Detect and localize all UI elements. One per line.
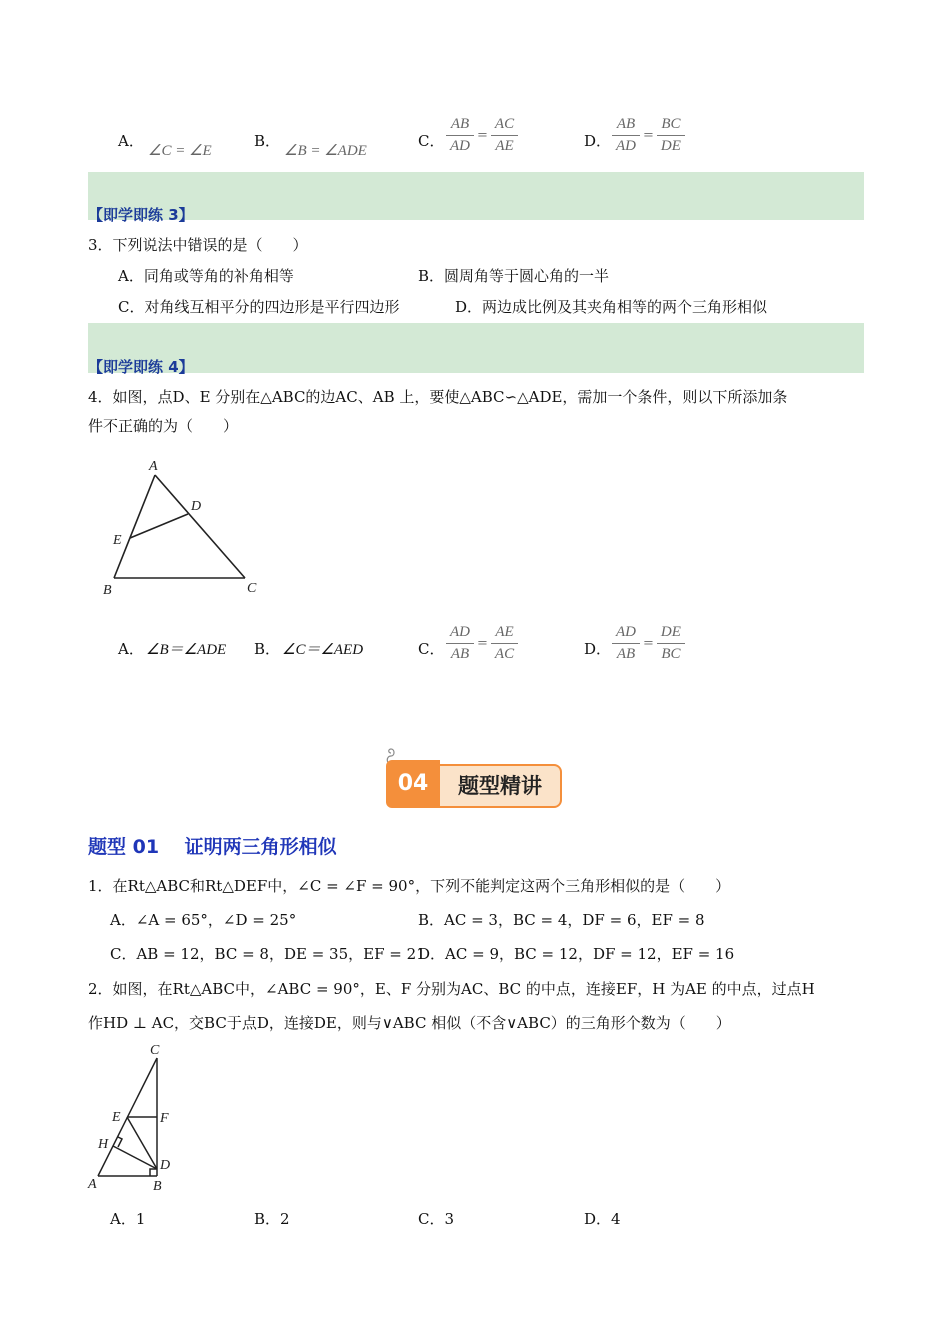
label-c: C: [247, 581, 257, 596]
exercise-4-option-a-text: ∠B＝∠ADE: [146, 642, 227, 658]
label-c: C: [150, 1043, 160, 1058]
prev-option-b-text: ∠B = ∠ADE: [284, 143, 367, 159]
right-angle-mark-h: [118, 1137, 122, 1147]
label-e: E: [112, 1110, 121, 1125]
q2-option-c[interactable]: C．3: [418, 1210, 455, 1228]
prev-option-d-label[interactable]: D．: [584, 132, 612, 150]
triangle-sides: [114, 475, 245, 578]
prev-option-a-label[interactable]: A．: [118, 132, 144, 150]
side-ab: [114, 475, 155, 578]
q1-option-a[interactable]: A．∠A = 65°，∠D = 25°: [110, 911, 297, 929]
q2-stem-line1: 2．如图，在Rt△ABC中，∠ABC = 90°，E、F 分别为AC、BC 的中点，连接EF，H 为AE 的中点，过点H: [88, 980, 815, 998]
label-a: A: [149, 459, 158, 474]
right-triangle-figure: [82, 1038, 192, 1198]
label-b: B: [153, 1179, 162, 1194]
exercise-4-option-a-label[interactable]: A．: [118, 640, 144, 658]
label-h: H: [98, 1137, 109, 1152]
section-badge-number: 04: [386, 760, 440, 808]
label-a: A: [88, 1177, 97, 1192]
section-badge: [386, 760, 566, 808]
exercise-4-header-band: [88, 323, 864, 373]
label-d: D: [191, 499, 202, 514]
exercise-3-stem: 3．下列说法中错误的是（ ）: [88, 236, 308, 254]
q2-option-b[interactable]: B．2: [254, 1210, 290, 1228]
exercise-4-option-d-label[interactable]: D．: [584, 640, 612, 658]
label-f: F: [160, 1111, 169, 1126]
exercise-4-heading: 【即学即练 4】: [88, 358, 194, 376]
q1-option-c[interactable]: C．AB = 12，BC = 8，DE = 35，EF = 21: [110, 945, 426, 963]
prev-option-b-label[interactable]: B．: [254, 132, 281, 150]
prev-option-c-label[interactable]: C．: [418, 132, 445, 150]
triangle-abc-figure: [95, 455, 275, 605]
exercise-3-option-a[interactable]: A．同角或等角的补角相等: [118, 267, 294, 285]
exercise-4-option-b-label[interactable]: B．: [254, 640, 281, 658]
section-badge-label: 题型精讲: [440, 764, 562, 808]
exercise-4-option-d-fraction: $\frac{AD}{AB}$ = $\frac{DE}{BC}$: [612, 624, 685, 663]
q1-option-b[interactable]: B．AC = 3，BC = 4，DF = 6，EF = 8: [418, 911, 705, 929]
exercise-3-option-b[interactable]: B．圆周角等于圆心角的一半: [418, 267, 610, 285]
exercise-3-heading: 【即学即练 3】: [88, 206, 194, 224]
exercise-4-option-c-fraction: $\frac{AD}{AB}$ = $\frac{AE}{AC}$: [446, 624, 518, 663]
q1-stem: 1．在Rt△ABC和Rt△DEF中，∠C = ∠F = 90°，下列不能判定这两个三角形相似的是（ ）: [88, 877, 731, 895]
exercise-3-header-band: [88, 172, 864, 220]
exercise-4-option-c-label[interactable]: C．: [418, 640, 445, 658]
label-b: B: [103, 583, 112, 598]
q2-option-a[interactable]: A．1: [110, 1210, 146, 1228]
label-d: D: [160, 1158, 171, 1173]
exercise-4-stem-line2: 件不正确的为（ ）: [88, 417, 239, 435]
exercise-4-option-b-text: ∠C＝∠AED: [282, 642, 364, 658]
exercise-3-option-d[interactable]: D．两边成比例及其夹角相等的两个三角形相似: [455, 298, 768, 316]
right-angle-mark-b: [150, 1169, 157, 1176]
label-e: E: [113, 533, 122, 548]
q2-option-d[interactable]: D．4: [584, 1210, 621, 1228]
q1-option-d[interactable]: D．AC = 9，BC = 12，DF = 12，EF = 16: [418, 945, 735, 963]
section-title: 题型 01 证明两三角形相似: [88, 836, 337, 858]
prev-option-c-fraction: $\frac{AB}{AD}$ = $\frac{AC}{AE}$: [446, 116, 518, 155]
exercise-3-option-c[interactable]: C．对角线互相平分的四边形是平行四边形: [118, 298, 400, 316]
prev-option-d-fraction: $\frac{AB}{AD}$ = $\frac{BC}{DE}$: [612, 116, 685, 155]
q2-stem-line2: 作HD ⊥ AC，交BC于点D，连接DE，则与∨ABC 相似（不含∨ABC）的三角形个数为（ ）: [88, 1014, 731, 1032]
side-ac: [155, 475, 245, 578]
prev-option-a-text: ∠C = ∠E: [148, 143, 212, 159]
exercise-4-stem-line1: 4．如图，点D、E 分别在△ABC的边AC、AB 上，要使△ABC∽△ADE，需加一个条件，则以下所添加条: [88, 388, 788, 406]
